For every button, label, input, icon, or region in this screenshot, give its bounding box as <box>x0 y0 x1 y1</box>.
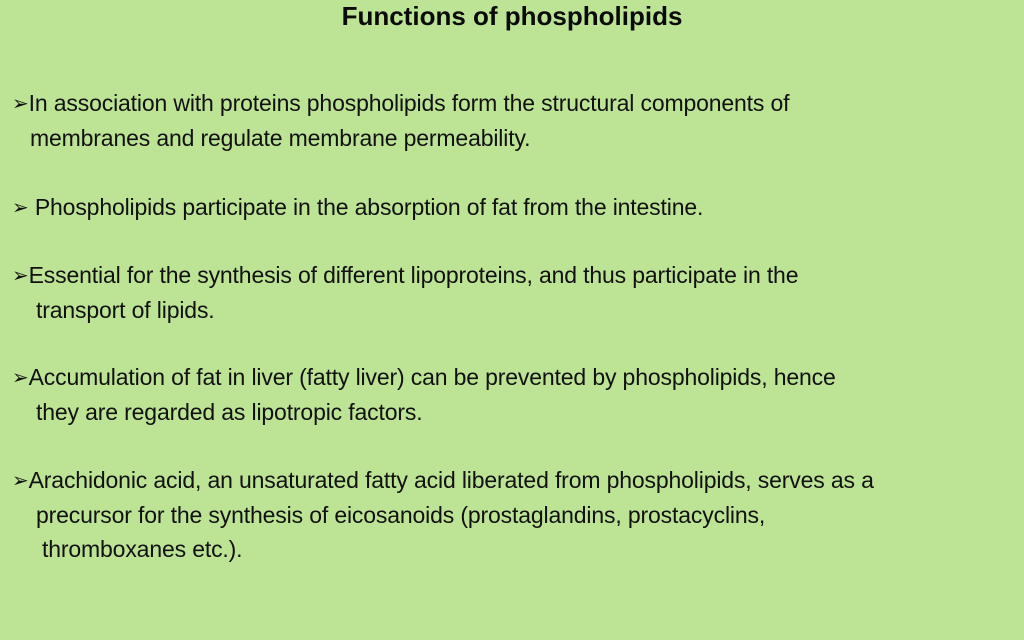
arrow-bullet-icon: ➢ <box>12 197 29 219</box>
bullet-line-2: precursor for the synthesis of eicosanoids (prostaglandins, prostacyclins, <box>36 502 766 528</box>
bullet-line-2: they are regarded as lipotropic factors. <box>36 399 423 425</box>
bullet-text: In association with proteins phospholipids form the structural components of <box>28 90 790 116</box>
bullet-text: Accumulation of fat in liver (fatty liver) can be prevented by phospholipids, hence <box>28 364 836 390</box>
bullet-line-1 <box>12 190 703 225</box>
bullet-text: Phospholipids participate in the absorption of fat from the intestine. <box>28 194 704 220</box>
bullet-item <box>12 258 798 327</box>
bullet-line-1 <box>12 258 798 293</box>
arrow-bullet-icon: ➢ <box>12 265 29 287</box>
bullet-line-1 <box>12 86 789 121</box>
bullet-item <box>12 86 789 155</box>
bullet-line-1 <box>12 463 874 498</box>
slide-title: Functions of phospholipids <box>341 1 683 31</box>
arrow-bullet-icon: ➢ <box>12 93 29 115</box>
bullet-line-3: thromboxanes etc.). <box>42 536 243 562</box>
arrow-bullet-icon: ➢ <box>12 367 29 389</box>
bullet-text: Essential for the synthesis of different lipoproteins, and thus participate in the <box>28 262 799 288</box>
bullet-item <box>12 360 836 429</box>
bullet-line-2: transport of lipids. <box>36 297 215 323</box>
bullet-item <box>12 463 874 566</box>
bullet-item <box>12 190 703 225</box>
arrow-bullet-icon: ➢ <box>12 470 29 492</box>
bullet-line-1 <box>12 360 836 395</box>
bullet-text: Arachidonic acid, an unsaturated fatty acid liberated from phospholipids, serves as a <box>28 467 874 493</box>
bullet-line-2: membranes and regulate membrane permeability. <box>30 125 531 151</box>
